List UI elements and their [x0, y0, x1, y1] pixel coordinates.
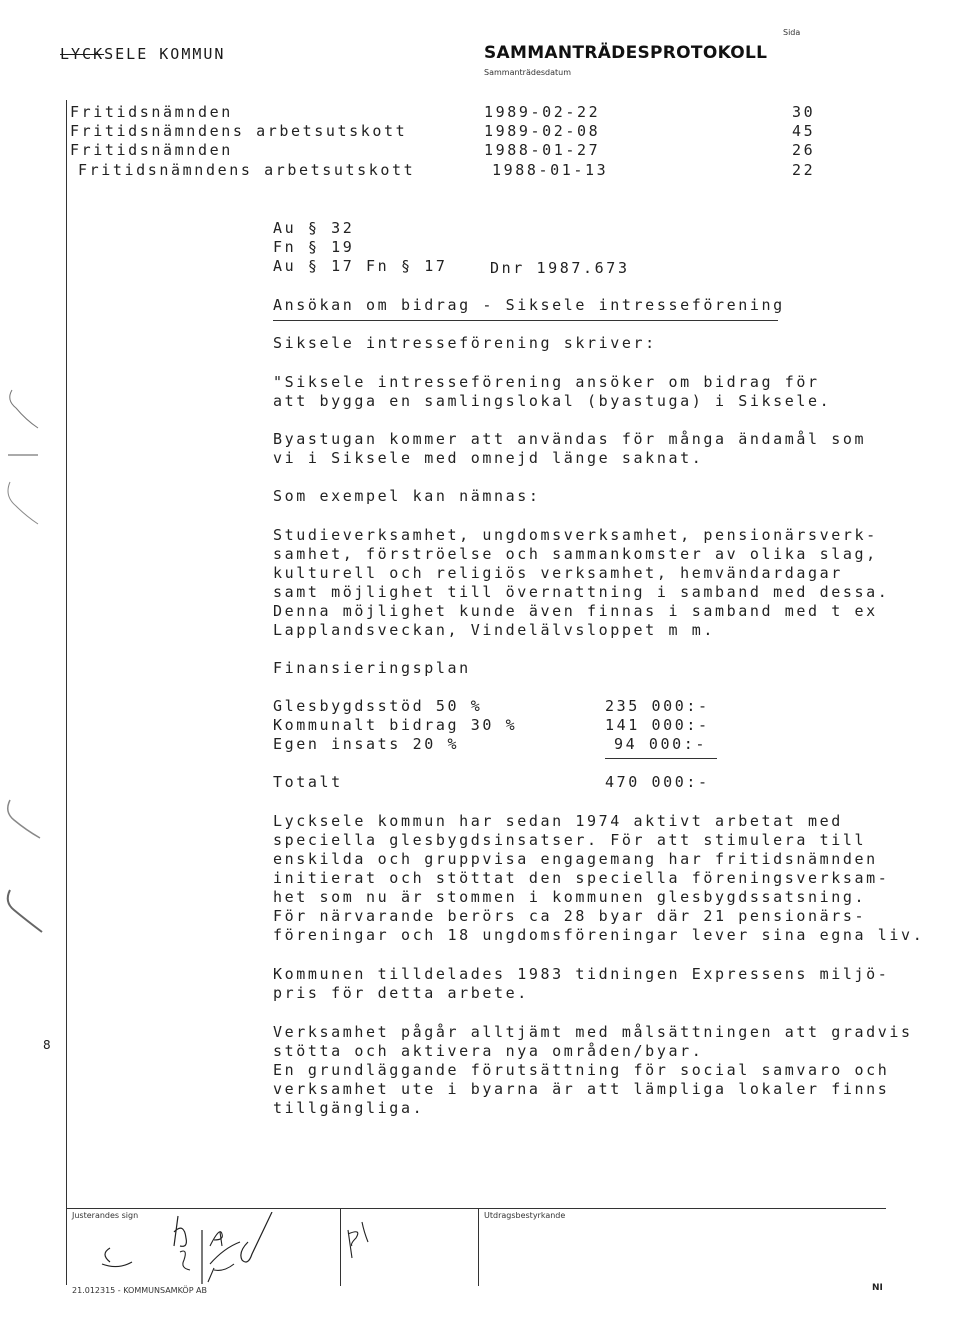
financing-row-amount: 141 000:-: [605, 716, 710, 734]
ongoing-line: verksamhet ute i byarna är att lämpliga lokaler finns: [273, 1080, 890, 1098]
diary-number: Dnr 1987.673: [490, 259, 630, 277]
meeting-section: 22: [792, 161, 816, 179]
award-line: Kommunen tilldelades 1983 tidningen Expressens miljö-: [273, 965, 890, 983]
reference-fn-19: Fn § 19: [273, 238, 355, 256]
example-line: samhet, förströelse och sammankomster av olika slag,: [273, 545, 878, 563]
financing-total-amount: 470 000:-: [605, 773, 710, 791]
margin-number: 8: [43, 1038, 51, 1052]
financing-row-amount: 235 000:-: [605, 697, 710, 715]
background-line: het som nu är stommen i kommunen glesbygdssatsning.: [273, 888, 867, 906]
example-line: Studieverksamhet, ungdomsverksamhet, pensionärsverk-: [273, 526, 878, 544]
background-line: För närvarande berörs ca 28 byar där 21 pensionärs-: [273, 907, 867, 925]
meeting-section: 45: [792, 122, 816, 140]
financing-row-label: Glesbygdsstöd 50 %: [273, 697, 483, 715]
financing-heading: Finansieringsplan: [273, 659, 471, 677]
financing-row-label: Kommunalt bidrag 30 %: [273, 716, 518, 734]
footer-extract-label: Utdragsbestyrkande: [484, 1211, 566, 1220]
example-heading: Som exempel kan nämnas:: [273, 487, 541, 505]
footer-ni-mark: NI: [872, 1283, 883, 1293]
reference-au-fn-17: Au § 17 Fn § 17: [273, 257, 448, 275]
meeting-date-label: Sammanträdesdatum: [484, 68, 572, 77]
ongoing-line: Verksamhet pågår alltjämt med målsättningen att gradvis: [273, 1023, 913, 1041]
footer-form-code: 21.012315 - KOMMUNSAMKÖP AB: [72, 1286, 208, 1295]
financing-row-amount: 94 000:-: [614, 735, 708, 753]
financing-total-label: Totalt: [273, 773, 343, 791]
ongoing-line: tillgängliga.: [273, 1099, 425, 1117]
municipality-name-rest: SELE KOMMUN: [104, 45, 226, 63]
award-line: pris för detta arbete.: [273, 984, 529, 1002]
signature-initials: [90, 1212, 410, 1287]
background-line: speciella glesbygdsinsatser. För att stimulera till: [273, 831, 867, 849]
reference-au-32: Au § 32: [273, 219, 355, 237]
sum-underline: [605, 758, 717, 759]
page-label: Sida: [783, 28, 801, 37]
background-line: initierat och stöttat den speciella föreningsverksam-: [273, 869, 890, 887]
background-line: enskilda och gruppvisa engagemang har fritidsnämnden: [273, 850, 878, 868]
ongoing-line: En grundläggande förutsättning för social samvaro och: [273, 1061, 890, 1079]
footer-rule: [66, 1208, 886, 1209]
protocol-title: SAMMANTRÄDESPROTOKOLL: [484, 43, 768, 63]
meeting-body: Fritidsnämnden: [70, 103, 233, 121]
meeting-date: 1988-01-27: [484, 141, 601, 159]
purpose-line: vi i Siksele med omnejd länge saknat.: [273, 449, 704, 467]
quote-line: "Siksele intresseförening ansöker om bidrag för: [273, 373, 820, 391]
municipality-name-struck: LYCK: [60, 45, 105, 63]
meeting-date: 1988-01-13: [492, 161, 609, 179]
intro-line: Siksele intresseförening skriver:: [273, 334, 657, 352]
example-line: kulturell och religiös verksamhet, hemvändardagar: [273, 564, 843, 582]
case-title-underline: [273, 320, 778, 321]
municipality-name: [60, 45, 225, 63]
footer-separator: [478, 1208, 479, 1286]
meeting-section: 30: [792, 103, 816, 121]
meeting-section: 26: [792, 141, 816, 159]
margin-punch-marks: [0, 0, 70, 1000]
financing-row-label: Egen insats 20 %: [273, 735, 460, 753]
background-line: Lycksele kommun har sedan 1974 aktivt arbetat med: [273, 812, 843, 830]
example-line: samt möjlighet till övernattning i samband med dessa.: [273, 583, 890, 601]
meeting-date: 1989-02-22: [484, 103, 601, 121]
meeting-date: 1989-02-08: [484, 122, 601, 140]
footer-sign-label: Justerandes sign: [72, 1211, 139, 1220]
example-line: Lapplandsveckan, Vindelälvsloppet m m.: [273, 621, 715, 639]
purpose-line: Byastugan kommer att användas för många ändamål som: [273, 430, 867, 448]
quote-line: att bygga en samlingslokal (byastuga) i Siksele.: [273, 392, 832, 410]
case-title: Ansökan om bidrag - Siksele intresseförening: [273, 296, 785, 314]
meeting-body: Fritidsnämndens arbetsutskott: [78, 161, 416, 179]
background-line: föreningar och 18 ungdomsföreningar lever sina egna liv.: [273, 926, 925, 944]
ongoing-line: stötta och aktivera nya områden/byar.: [273, 1042, 704, 1060]
example-line: Denna möjlighet kunde även finnas i samband med t ex: [273, 602, 878, 620]
meeting-body: Fritidsnämnden: [70, 141, 233, 159]
meeting-body: Fritidsnämndens arbetsutskott: [70, 122, 408, 140]
